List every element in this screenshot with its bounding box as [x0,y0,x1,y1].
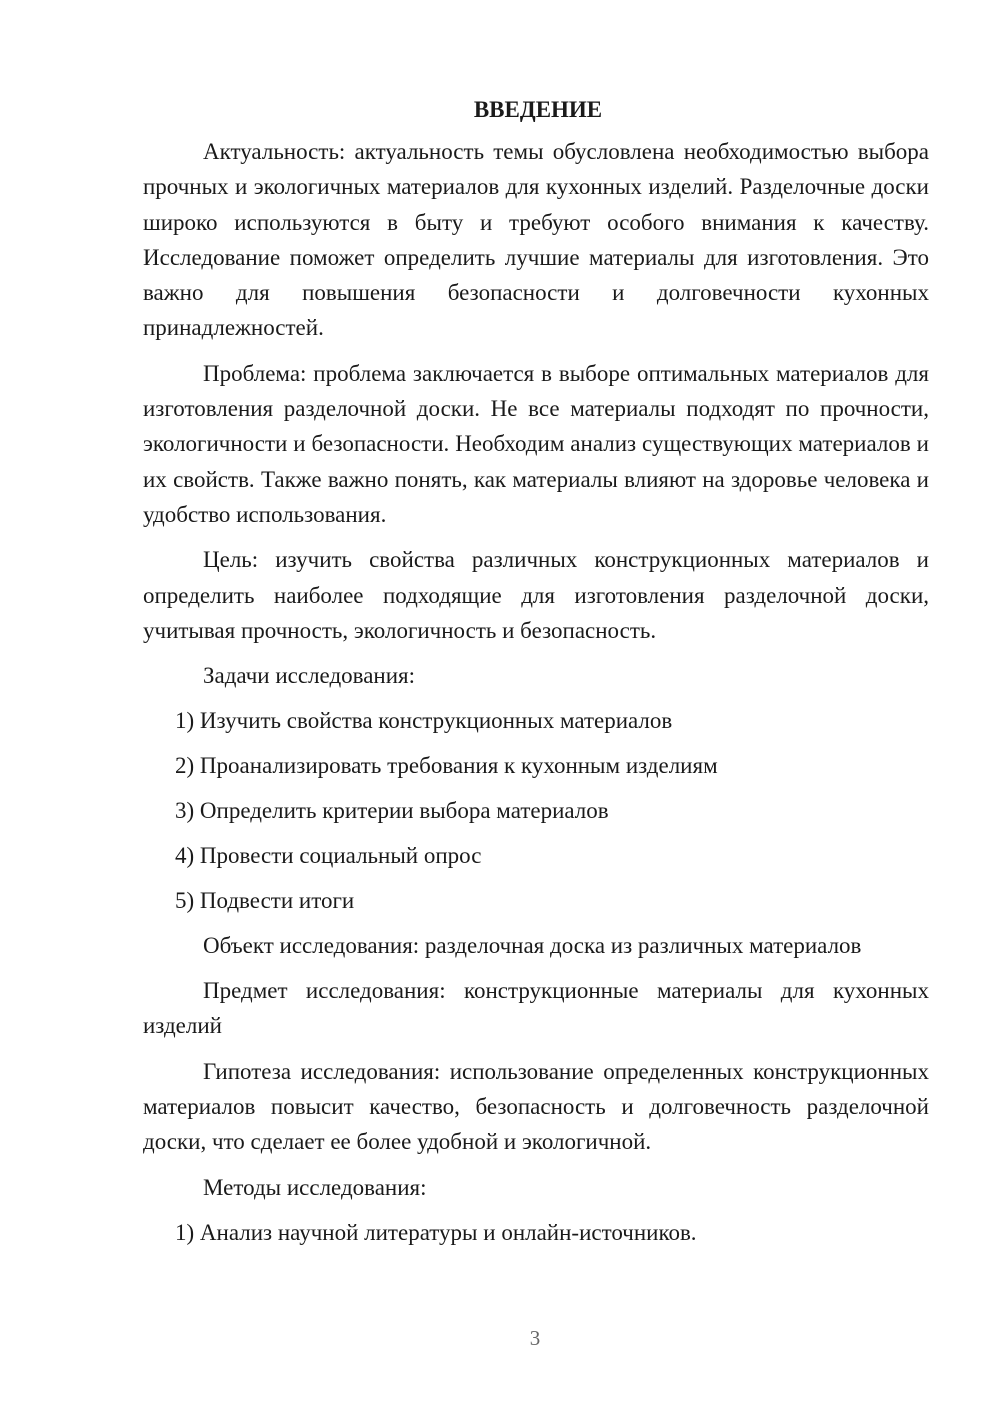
list-item: 5) Подвести итоги [175,888,355,914]
section-heading: ВВЕДЕНИЕ [473,97,603,122]
list-item: 1) Анализ научной литературы и онлайн-источников. [175,1219,697,1245]
page-number: 3 [529,1326,541,1350]
hypothesis-paragraph: Гипотеза исследования: использование определенных конструкционных материалов повысит качество, безопасность и долговечность разделочной доски, что сделает ее более удобной и экологичной. [143,1058,929,1155]
problem-paragraph: Проблема: проблема заключается в выборе оптимальных материалов для изготовления разделочной доски. Не все материалы подходят по прочности, экологичности и безопасности. Необходим анализ существующих материалов и их свойств. Также важно понять, как материалы влияют на здоровье человека и удобство использования. [143,360,929,527]
tasks-title: Задачи исследования: [203,663,416,689]
list-item: 3) Определить критерии выбора материалов [175,798,609,824]
relevance-paragraph: Актуальность: актуальность темы обусловлена необходимостью выбора прочных и экологичных материалов для кухонных изделий. Разделочные доски широко используются в быту и требуют особого внимания к качеству. Исследование поможет определить лучшие материалы для изготовления. Это важно для повышения безопасности и долговечности кухонных принадлежностей. [143,139,929,341]
list-item: 4) Провести социальный опрос [175,843,482,869]
list-item: 2) Проанализировать требования к кухонным изделиям [175,753,718,779]
object-line: Объект исследования: разделочная доска из различных материалов [203,933,862,959]
goal-paragraph: Цель: изучить свойства различных конструкционных материалов и определить наиболее подходящие для изготовления разделочной доски, учитывая прочность, экологичность и безопасность. [143,547,929,643]
document-page [143,92,929,1260]
tasks-list [143,703,929,918]
subject-paragraph: Предмет исследования: конструкционные материалы для кухонных изделий [143,978,929,1039]
list-item: 1) Изучить свойства конструкционных материалов [175,708,673,734]
methods-title: Методы исследования: [203,1174,427,1200]
methods-list [143,1215,929,1250]
